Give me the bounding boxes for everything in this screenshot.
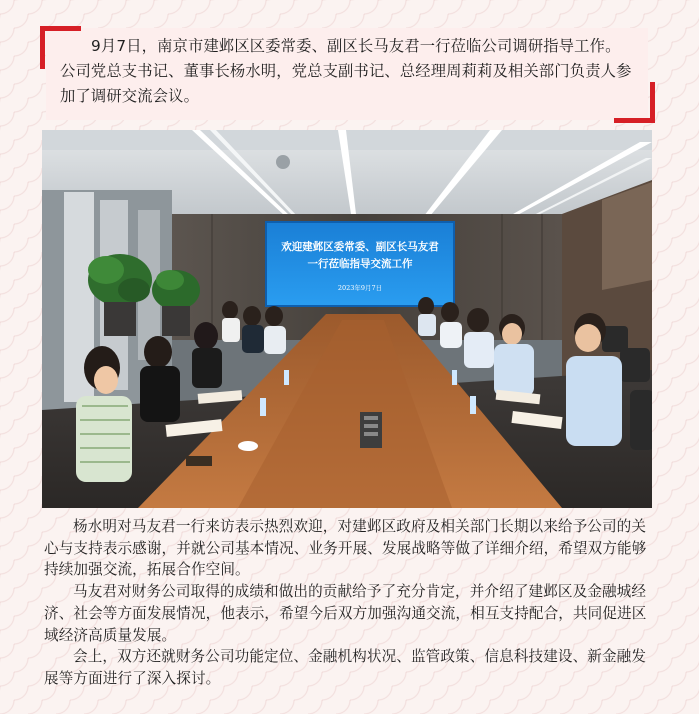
article-body (44, 516, 656, 690)
screen-title-line1: 欢迎建邺区委常委、副区长马友君 (281, 241, 439, 253)
screen-date: 2023年9月7日 (337, 284, 383, 292)
paragraph-affirmation: 马友君对财务公司取得的成绩和做出的贡献给予了充分肯定，并介绍了建邺区及金融城经济、社会等方面发展情况，他表示，希望今后双方加强沟通交流，相互支持配合，共同促进区域经济高质量发展。 (44, 583, 647, 644)
intro-paragraph: 9月7日，南京市建邺区区委常委、副区长马友君一行莅临公司调研指导工作。公司党总支书记、董事长杨水明，党总支副书记、总经理周莉莉及相关部门负责人参加了调研交流会议。 (60, 37, 632, 105)
paragraph-discussion: 会上，双方还就财务公司功能定位、金融机构状况、监管政策、信息科技建设、新金融发展等方面进行了深入探讨。 (44, 648, 647, 687)
paragraph-welcome: 杨水明对马友君一行来访表示热烈欢迎，对建邺区政府及相关部门长期以来给予公司的关心与支持表示感谢，并就公司基本情况、业务开展、发展战略等做了详细介绍，希望双方能够持续加强交流，拓展合作空间。 (44, 518, 647, 579)
screen-title-line2: 一行莅临指导交流工作 (307, 258, 413, 270)
meeting-room-scene (42, 130, 652, 508)
meeting-photo (42, 130, 652, 508)
ceiling-speaker (276, 155, 290, 169)
